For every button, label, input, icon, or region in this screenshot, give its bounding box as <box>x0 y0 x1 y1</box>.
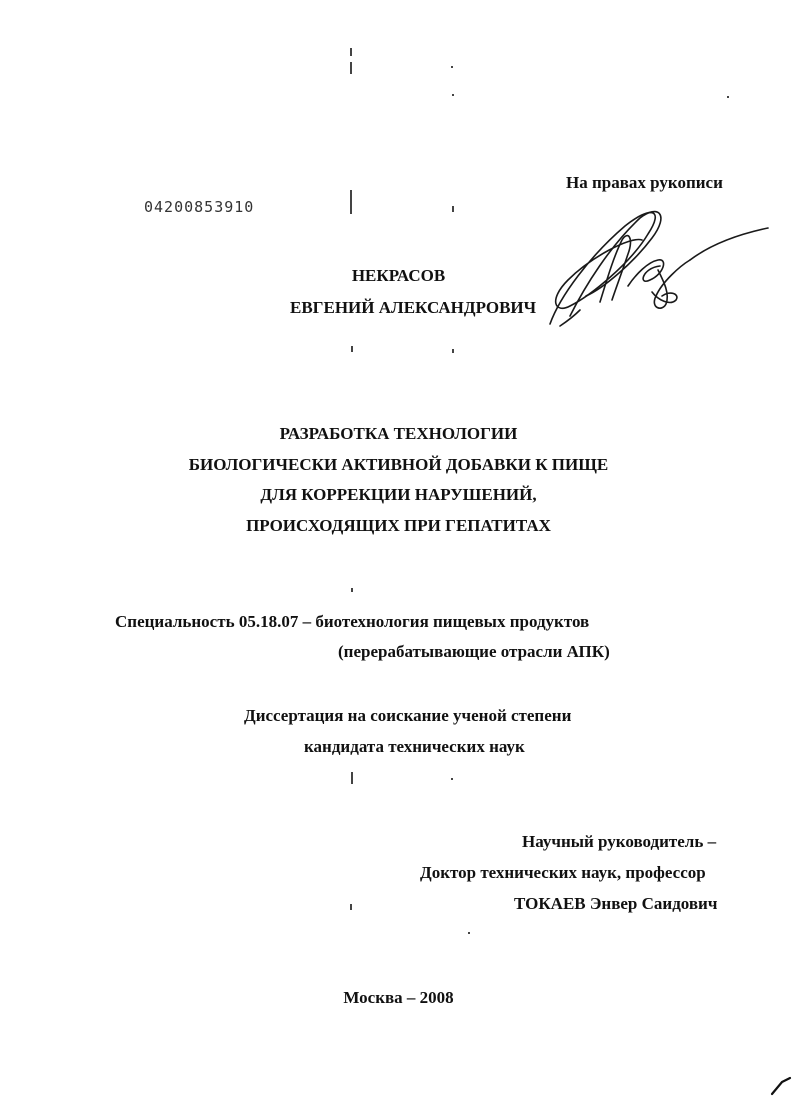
signature-icon <box>530 196 780 336</box>
archive-number: 04200853910 <box>144 198 255 216</box>
scan-speck <box>351 772 353 784</box>
supervisor-title: Доктор технических наук, профессор <box>420 863 706 882</box>
scan-speck <box>350 62 352 74</box>
scan-speck <box>351 346 353 352</box>
corner-mark-icon <box>770 1076 792 1096</box>
scan-speck <box>350 904 352 910</box>
thesis-title-line: РАЗРАБОТКА ТЕХНОЛОГИИ <box>279 424 518 443</box>
thesis-title-line: ПРОИСХОДЯЩИХ ПРИ ГЕПАТИТАХ <box>246 516 551 535</box>
specialty-line: (перерабатывающие отрасли АПК) <box>338 642 610 661</box>
scan-speck <box>452 206 454 212</box>
scan-speck <box>351 588 353 592</box>
degree-line: Диссертация на соискание ученой степени <box>244 706 572 725</box>
scan-speck <box>452 94 454 96</box>
thesis-title-line: ДЛЯ КОРРЕКЦИИ НАРУШЕНИЙ, <box>260 485 537 504</box>
scan-speck <box>468 932 470 934</box>
scan-speck <box>451 778 453 780</box>
degree-line: кандидата технических наук <box>304 737 525 756</box>
author-given-names: ЕВГЕНИЙ АЛЕКСАНДРОВИЧ <box>290 298 537 317</box>
supervisor-role: Научный руководитель – <box>522 832 717 851</box>
rights-note: На правах рукописи <box>566 173 723 192</box>
thesis-title-line: БИОЛОГИЧЕСКИ АКТИВНОЙ ДОБАВКИ К ПИЩЕ <box>188 455 609 474</box>
supervisor-name: ТОКАЕВ Энвер Саидович <box>514 894 718 913</box>
place-year: Москва – 2008 <box>343 988 454 1007</box>
scan-speck <box>727 96 729 98</box>
specialty-line: Специальность 05.18.07 – биотехнология пищевых продуктов <box>115 612 590 631</box>
author-surname: НЕКРАСОВ <box>351 266 446 285</box>
scan-speck <box>452 349 454 353</box>
scan-speck <box>350 190 352 214</box>
scan-speck <box>350 48 352 56</box>
scan-speck <box>451 66 453 68</box>
